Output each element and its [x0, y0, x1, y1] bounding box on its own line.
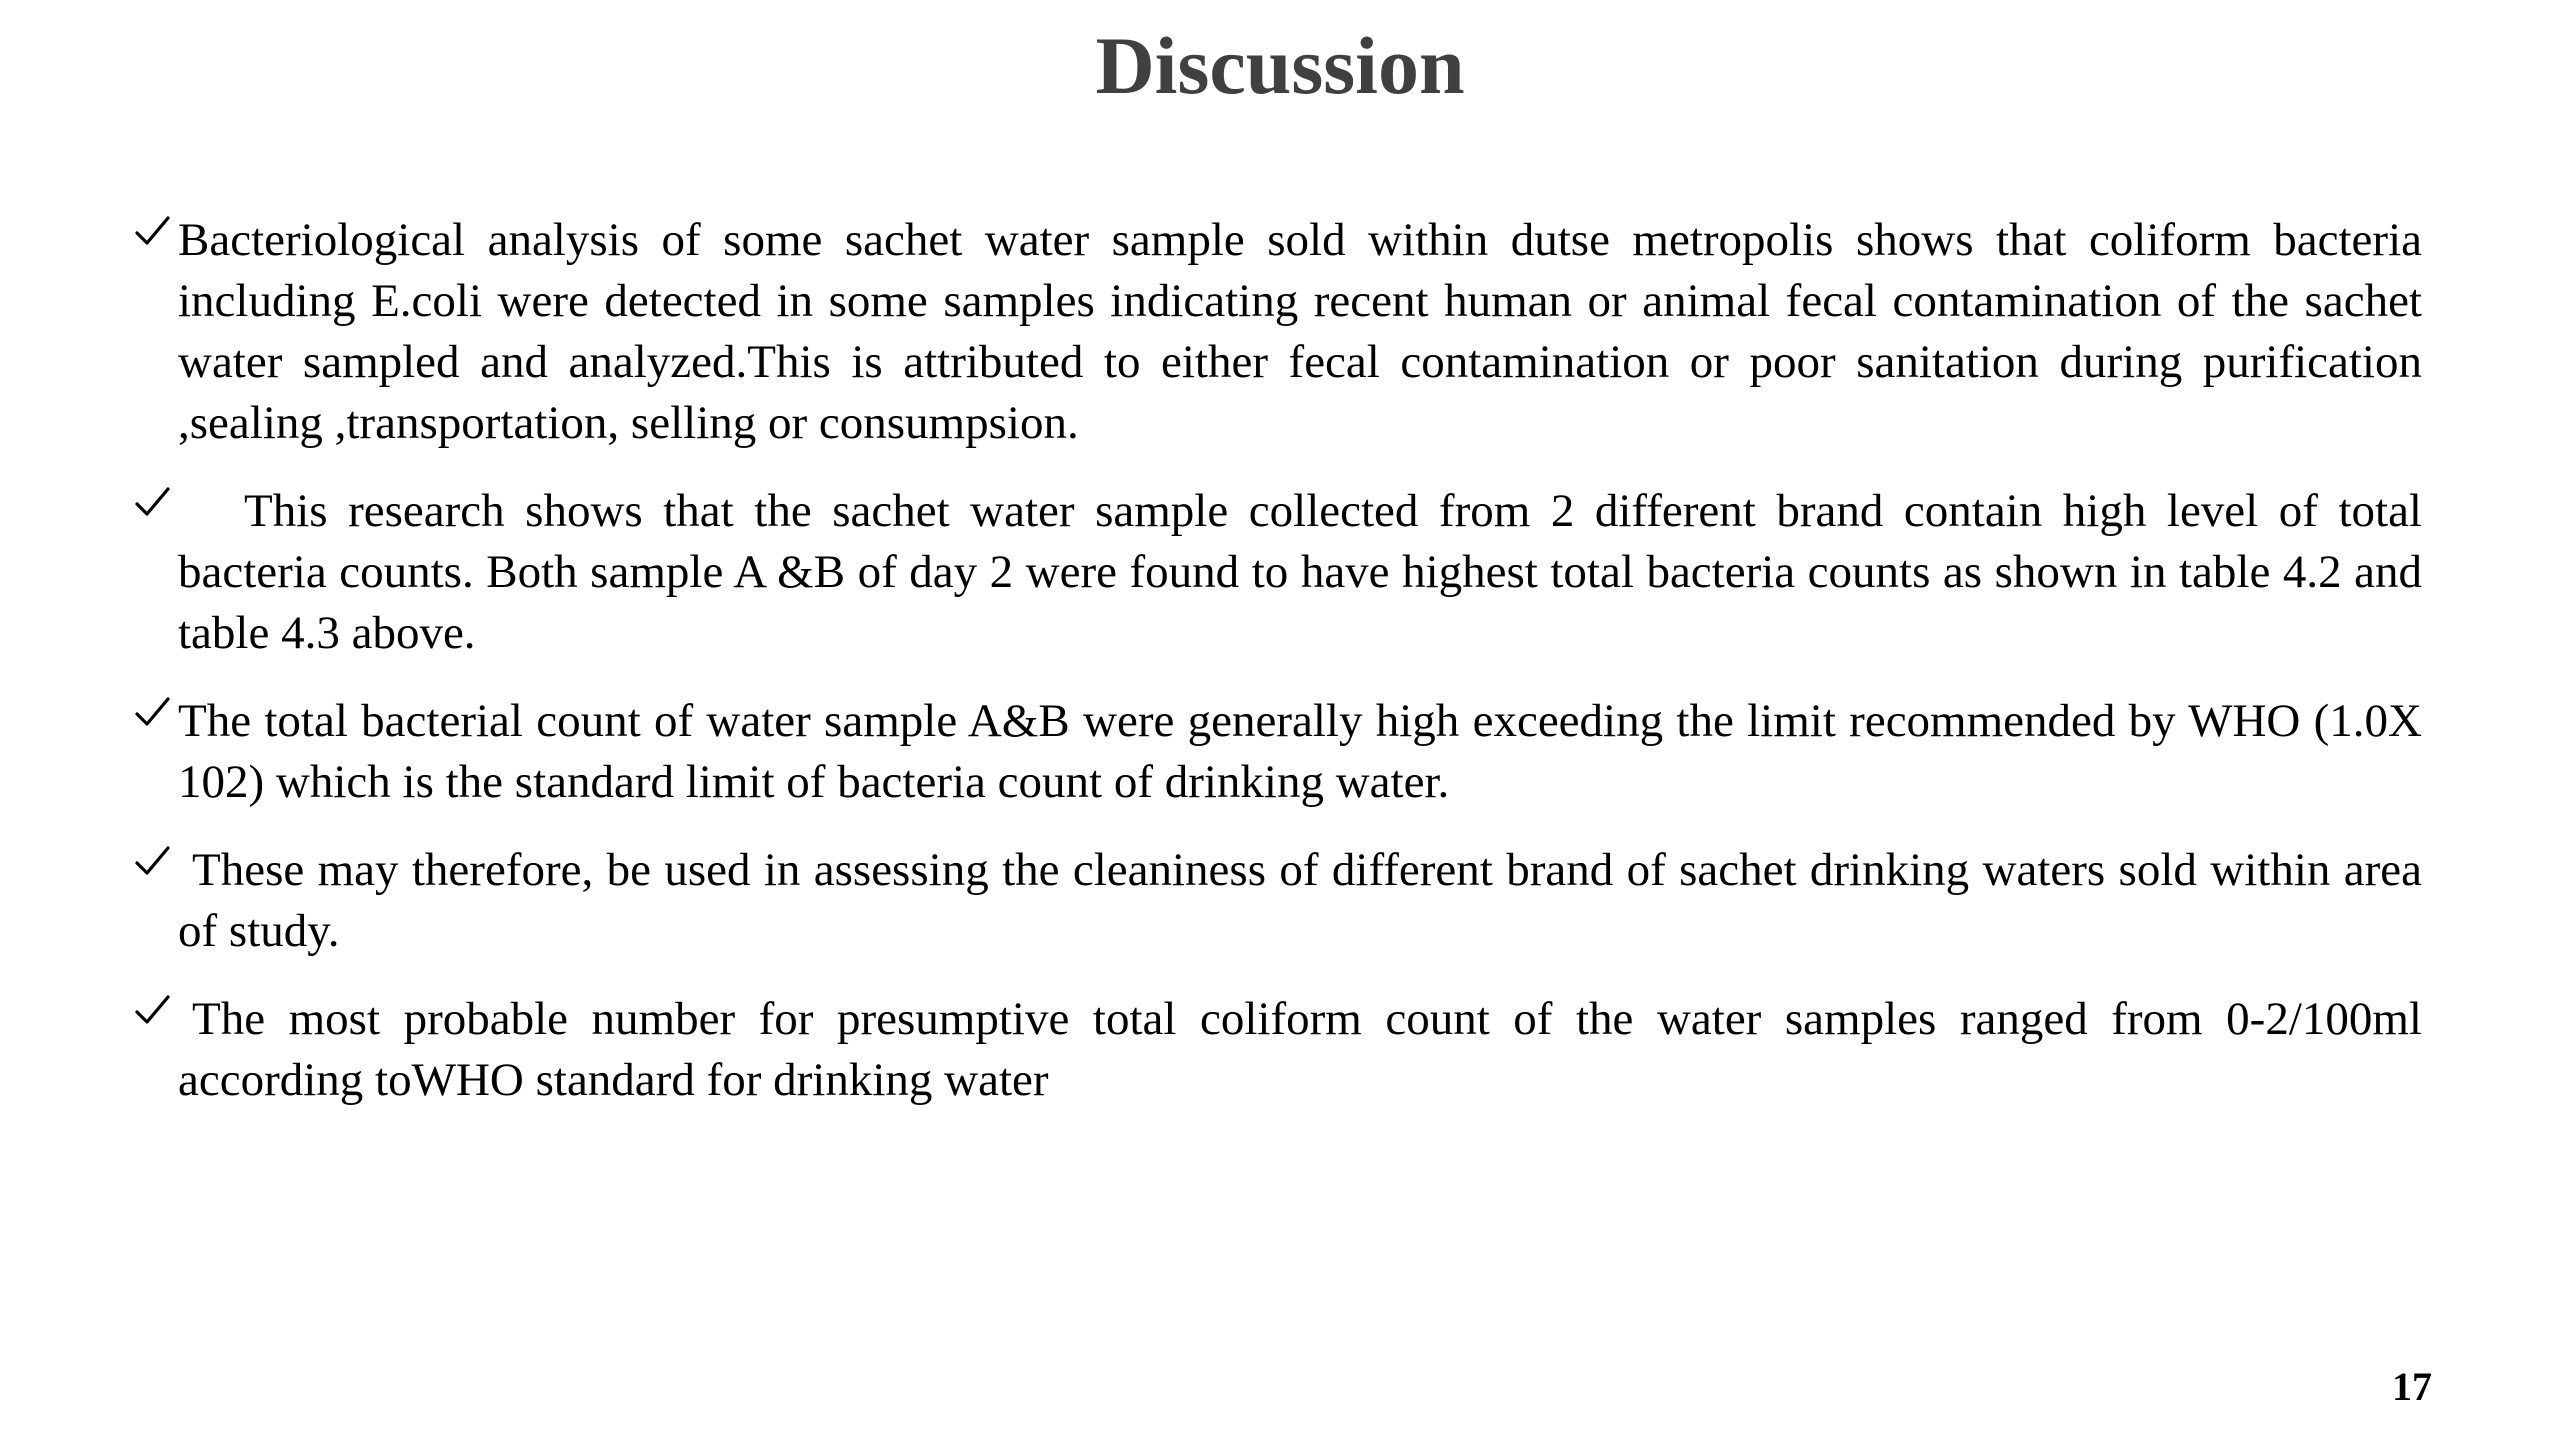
bullet-text: These may therefore, be used in assessing the cleaniness of different brand of sachet drinking waters sold within area of study.: [178, 844, 2422, 957]
check-icon: [132, 212, 172, 252]
bullet-item: [132, 210, 2422, 454]
bullet-text: The total bacterial count of water sample A&B were generally high exceeding the limit recommended by WHO (1.0X 102) which is the standard limit of bacteria count of drinking water.: [178, 695, 2422, 808]
check-icon: [132, 842, 172, 882]
bullet-text-wrap: [178, 989, 2422, 1111]
bullet-text-wrap: [178, 840, 2422, 962]
bullet-list: [132, 210, 2422, 1138]
slide-title: Discussion: [1095, 20, 1465, 111]
bullet-item: [132, 989, 2422, 1111]
bullet-text: Bacteriological analysis of some sachet water sample sold within dutse metropolis shows that coliform bacteria including E.coli were detected in some samples indicating recent human or animal fecal contamination of the sachet water sampled and analyzed.This is attributed to either fecal contamination or poor sanitation during purification ,sealing ,transportation, selling or consumpsion.: [178, 214, 2422, 449]
check-icon: [132, 483, 172, 523]
bullet-item: [132, 481, 2422, 664]
bullet-item: [132, 840, 2422, 962]
check-icon: [132, 991, 172, 1031]
page-number: 17: [2392, 1364, 2432, 1409]
check-icon: [132, 693, 172, 733]
bullet-text-wrap: [178, 481, 2422, 664]
bullet-item: [132, 691, 2422, 813]
bullet-text: This research shows that the sachet water sample collected from 2 different brand contain high level of total bacteria counts. Both sample A &B of day 2 were found to have highest total bacteria counts as shown in table 4.2 and table 4.3 above.: [178, 485, 2422, 659]
bullet-text: The most probable number for presumptive total coliform count of the water samples ranged from 0-2/100ml according toWHO standard for drinking water: [178, 993, 2422, 1106]
